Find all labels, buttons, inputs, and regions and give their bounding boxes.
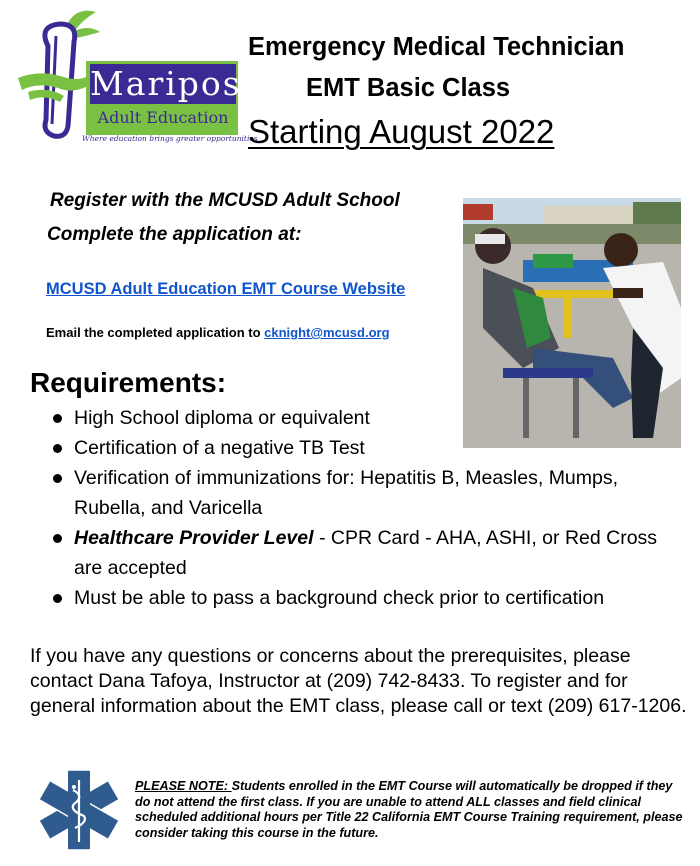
bullet-dot-icon <box>53 594 62 603</box>
requirement-text: High School diploma or equivalent <box>74 407 370 429</box>
requirements-heading: Requirements: <box>30 367 227 398</box>
bullet-dot-icon <box>53 474 62 483</box>
register-instruction: Register with the MCUSD Adult School <box>50 190 400 211</box>
bullet-dot-icon <box>53 414 62 423</box>
requirement-text: - CPR Card - AHA, ASHI, or Red Cross are accepted <box>74 527 658 579</box>
email-prefix: Email the completed application to <box>46 325 265 340</box>
logo-name: Mariposa <box>90 64 264 103</box>
course-website-link[interactable]: MCUSD Adult Education EMT Course Website <box>46 280 406 298</box>
requirement-item <box>50 403 690 433</box>
requirement-item <box>50 583 690 613</box>
logo-subtitle: Adult Education <box>97 108 229 127</box>
logo-tagline: Where education brings greater opportunities <box>82 134 258 143</box>
attendance-note <box>135 779 690 841</box>
requirement-text: Certification of a negative TB Test <box>74 437 365 459</box>
requirement-item <box>50 463 690 523</box>
page-title-line1: Emergency Medical Technician <box>248 33 625 61</box>
contact-paragraph: If you have any questions or concerns about the prerequisites, please contact Dana Tafoya, Instructor at (209) 742-8433. To register and for general information about the EMT class, please call or text (209) 617-1206. <box>30 645 687 717</box>
bullet-dot-icon <box>53 444 62 453</box>
requirement-text: Verification of immunizations for: Hepatitis B, Measles, Mumps, Rubella, and Varicella <box>74 467 619 519</box>
requirements-list <box>50 403 690 613</box>
requirement-item <box>50 433 690 463</box>
email-link[interactable]: cknight@mcusd.org <box>264 325 390 340</box>
bullet-dot-icon <box>53 534 62 543</box>
star-of-life-icon <box>37 768 121 852</box>
application-instruction: Complete the application at: <box>47 224 302 245</box>
note-text: Students enrolled in the EMT Course will automatically be dropped if they do not attend the first class. If you are unable to attend ALL classes and field clinical scheduled additional hours per Title 22 California EMT Course Training requirement, please consider taking this course in the future. <box>135 779 683 840</box>
requirement-emphasis: Healthcare Provider Level <box>74 527 314 549</box>
start-date-heading: Starting August 2022 <box>248 113 555 150</box>
mariposa-logo <box>8 6 264 143</box>
page-title-line2: EMT Basic Class <box>306 74 511 102</box>
email-instruction <box>46 325 390 340</box>
note-lead: PLEASE NOTE: <box>135 779 232 793</box>
requirement-text: Must be able to pass a background check prior to certification <box>74 587 605 609</box>
requirement-item <box>50 523 690 583</box>
